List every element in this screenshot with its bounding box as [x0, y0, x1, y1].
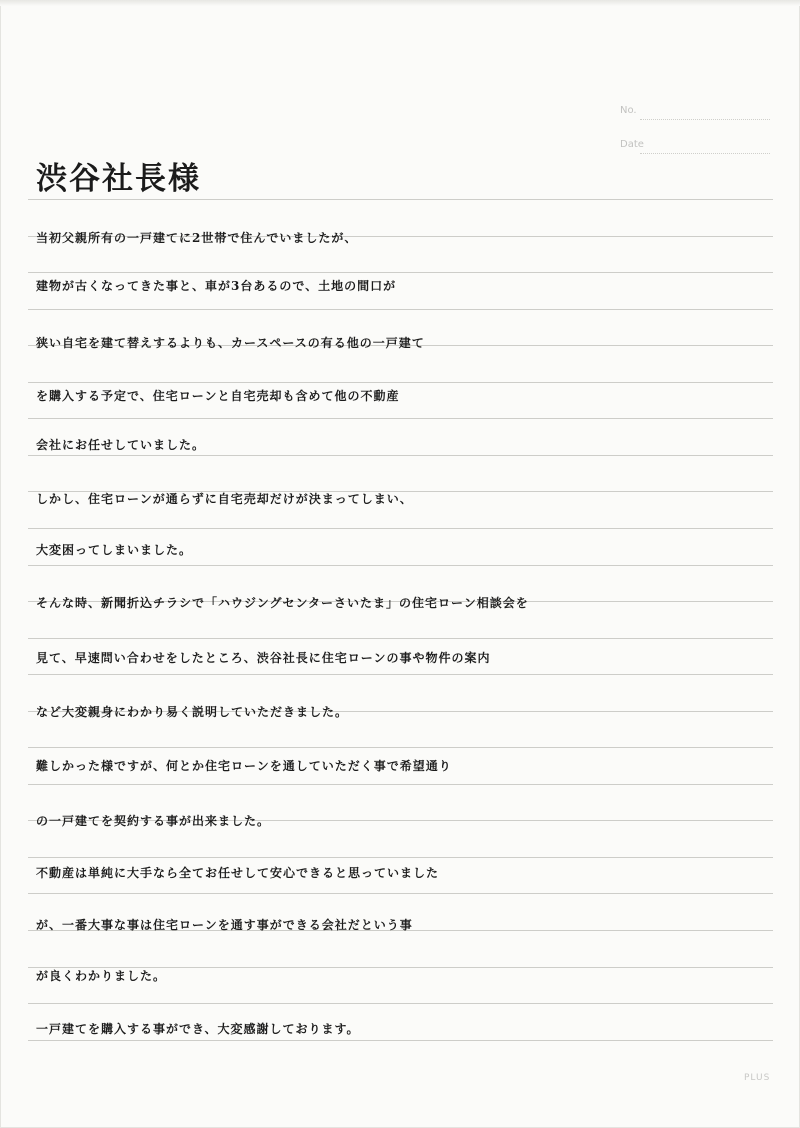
letter-line: しかし、住宅ローンが通らずに自宅売却だけが決まってしまい、 [36, 492, 413, 506]
ruled-line [28, 309, 773, 310]
ruled-line [28, 638, 773, 639]
no-line [640, 119, 770, 120]
letter-line: 会社にお任せしていました。 [36, 438, 206, 452]
letter-line: が良くわかりました。 [36, 969, 167, 983]
letter-line: 不動産は単純に大手なら全てお任せして安心できると思っていました [36, 866, 440, 880]
date-line [640, 153, 770, 154]
ruled-line [28, 857, 773, 858]
ruled-line [28, 1003, 773, 1004]
ruled-line [28, 893, 773, 894]
ruled-line [28, 199, 773, 200]
letter-line: 建物が古くなってきた事と、車が3台あるので、土地の間口が [36, 279, 397, 293]
paper-edge [0, 0, 800, 6]
ruled-line [28, 784, 773, 785]
ruled-line [28, 528, 773, 529]
ruled-line [28, 418, 773, 419]
salutation: 渋谷社長様 [36, 161, 201, 197]
paper-brand: PLUS [744, 1073, 771, 1083]
letter-line: を購入する予定で、住宅ローンと自宅売却も含めて他の不動産 [36, 389, 400, 403]
letter-line: など大変親身にわかり易く説明していただきました。 [36, 705, 349, 719]
letter-line: 一戸建てを購入する事ができ、大変感謝しております。 [36, 1022, 360, 1036]
ruled-line [28, 674, 773, 675]
letter-line: そんな時、新聞折込チラシで「ハウジングセンターさいたま」の住宅ローン相談会を [36, 596, 529, 610]
no-label: No. [620, 105, 637, 116]
date-label: Date [620, 139, 644, 150]
letter-line: の一戸建てを契約する事が出来ました。 [36, 814, 271, 828]
letter-line: が、一番大事な事は住宅ローンを通す事ができる会社だという事 [36, 918, 413, 932]
ruled-line [28, 565, 773, 566]
letter-line: 大変困ってしまいました。 [36, 543, 193, 557]
letter-line: 難しかった様ですが、何とか住宅ローンを通していただく事で希望通り [36, 759, 452, 773]
ruled-line [28, 747, 773, 748]
letter-line: 当初父親所有の一戸建てに2世帯で住んでいましたが、 [36, 231, 358, 245]
letter-line: 狭い自宅を建て替えするよりも、カースペースの有る他の一戸建て [36, 336, 425, 350]
letter-line: 見て、早速問い合わせをしたところ、渋谷社長に住宅ローンの事や物件の案内 [36, 651, 491, 665]
